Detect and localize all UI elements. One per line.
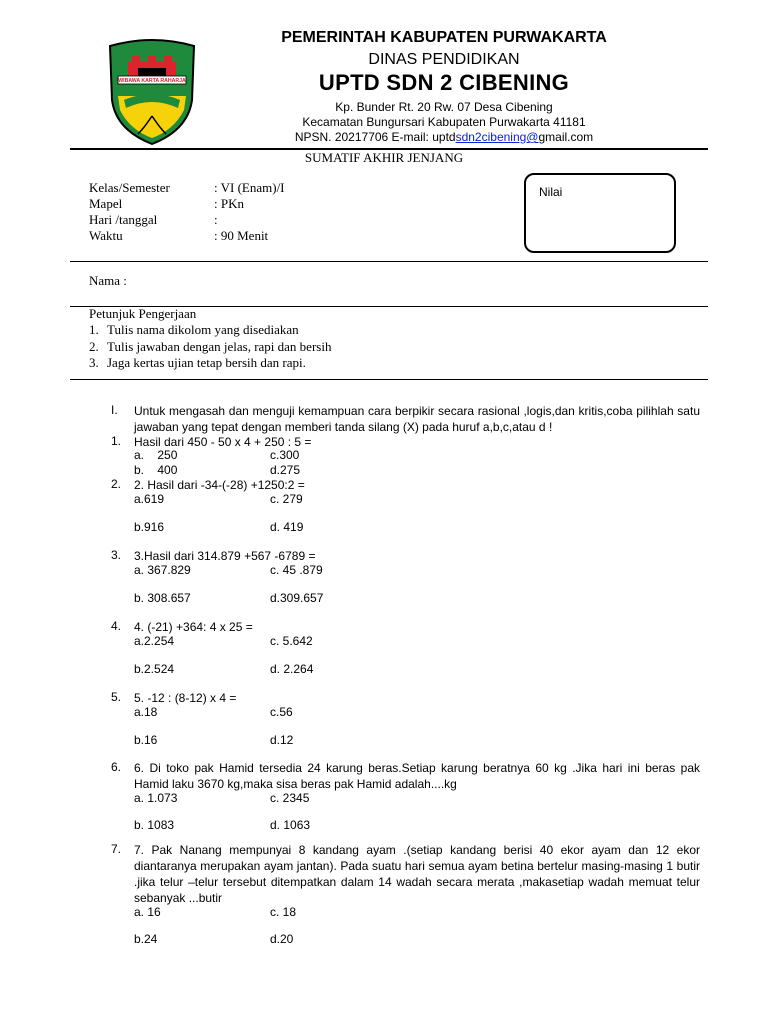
exam-title: SUMATIF AKHIR JENJANG bbox=[304, 150, 464, 165]
option-d[interactable]: d. 2.264 bbox=[270, 662, 314, 676]
option-c[interactable]: c.56 bbox=[270, 705, 293, 719]
instruction-item: 2. Tulis jawaban dengan jelas, rapi dan bersih bbox=[89, 339, 332, 354]
instruction-item: 3. Jaga kertas ujian tetap bersih dan rapi. bbox=[89, 355, 306, 370]
regency-crest-logo bbox=[104, 38, 200, 146]
option-d[interactable]: d.275 bbox=[270, 463, 301, 477]
option-b[interactable]: b. 400 bbox=[134, 463, 178, 477]
option-d[interactable]: d.309.657 bbox=[270, 591, 324, 605]
option-b[interactable]: b.24 bbox=[134, 932, 158, 946]
option-a[interactable]: a.18 bbox=[134, 705, 158, 719]
question-text: 5. -12 : (8-12) x 4 = bbox=[134, 691, 237, 705]
option-c[interactable]: c. 5.642 bbox=[270, 634, 313, 648]
question-number: 7. bbox=[111, 842, 122, 856]
question-text: Hasil dari 450 - 50 x 4 + 250 : 5 = bbox=[134, 435, 312, 449]
school-contact-line: NPSN. 20217706 E-mail: uptdsdn2cibening@gmail.com bbox=[294, 130, 594, 144]
section-number: I. bbox=[111, 403, 118, 417]
option-d[interactable]: d. 419 bbox=[270, 520, 304, 534]
school-name: UPTD SDN 2 CIBENING bbox=[318, 70, 570, 95]
school-address-line: Kp. Bunder Rt. 20 Rw. 07 Desa Cibening bbox=[335, 100, 553, 114]
question-number: 4. bbox=[111, 619, 122, 633]
option-d[interactable]: d.12 bbox=[270, 733, 294, 747]
info-divider bbox=[70, 261, 708, 262]
option-a[interactable]: a. 16 bbox=[134, 905, 161, 919]
department-header-line: DINAS PENDIDIKAN bbox=[368, 51, 520, 68]
option-a[interactable]: a. 250 bbox=[134, 448, 178, 462]
option-b[interactable]: b.916 bbox=[134, 520, 165, 534]
option-c[interactable]: c. 279 bbox=[270, 492, 303, 506]
option-b[interactable]: b.2.524 bbox=[134, 662, 175, 676]
svg-text:WIBAWA KARTA RAHARJA: WIBAWA KARTA RAHARJA bbox=[118, 78, 186, 85]
option-d[interactable]: d. 1063 bbox=[270, 818, 311, 832]
question-number: 2. bbox=[111, 477, 122, 491]
option-b[interactable]: b.16 bbox=[134, 733, 158, 747]
gov-header-line: PEMERINTAH KABUPATEN PURWAKARTA bbox=[281, 29, 607, 46]
option-d[interactable]: d.20 bbox=[270, 932, 294, 946]
question-number: 5. bbox=[111, 690, 122, 704]
score-box[interactable] bbox=[524, 173, 676, 253]
option-a[interactable]: a. 367.829 bbox=[134, 563, 191, 577]
option-c[interactable]: c. 45 .879 bbox=[270, 563, 323, 577]
option-c[interactable]: c.300 bbox=[270, 448, 300, 462]
option-a[interactable]: a.619 bbox=[134, 492, 165, 506]
option-c[interactable]: c. 18 bbox=[270, 905, 297, 919]
score-label: Nilai bbox=[539, 185, 563, 199]
question-text: 6. Di toko pak Hamid tersedia 24 karung beras.Setiap karung beratnya 60 kg .Jika hari ini beras pak Hamid laku 3670 kg,maka sisa beras pak Hamid adalah....kg bbox=[134, 761, 700, 791]
question-text: 2. Hasil dari -34-(-28) +1250:2 = bbox=[134, 478, 305, 492]
option-b[interactable]: b. 308.657 bbox=[134, 591, 191, 605]
section-instruction: Untuk mengasah dan menguji kemampuan cara berpikir secara rasional ,logis,dan kritis,coba pilihlah satu jawaban yang tepat dengan memberi tanda silang (X) pada huruf a,b,c,atau d ! bbox=[134, 404, 700, 434]
option-a[interactable]: a.2.254 bbox=[134, 634, 175, 648]
option-a[interactable]: a. 1.073 bbox=[134, 791, 178, 805]
instruction-item: 1. Tulis nama dikolom yang disediakan bbox=[89, 322, 299, 337]
instructions-title: Petunjuk Pengerjaan bbox=[89, 306, 197, 321]
question-number: 1. bbox=[111, 434, 122, 448]
option-b[interactable]: b. 1083 bbox=[134, 818, 175, 832]
option-c[interactable]: c. 2345 bbox=[270, 791, 310, 805]
email-link[interactable]: sdn2cibening@ bbox=[455, 130, 539, 144]
instructions-divider bbox=[70, 379, 708, 380]
question-text: 4. (-21) +364: 4 x 25 = bbox=[134, 620, 253, 634]
question-text: 7. Pak Nanang mempunyai 8 kandang ayam .(setiap kandang berisi 40 ekor ayam dan 12 ekor diantaranya merupakan ayam jantan). Pada suatu hari semua ayam betina bertelur masing-masing 1 butir .jika telur –telur tersebut ditempatkan dalam 14 wadah secara merata ,makasetiap wadah memuat telur sebanyak ...butir bbox=[134, 843, 700, 905]
question-number: 6. bbox=[111, 760, 122, 774]
school-district-line: Kecamatan Bungursari Kabupaten Purwakarta 41181 bbox=[302, 115, 586, 129]
name-field-label: Nama : bbox=[89, 273, 127, 288]
question-number: 3. bbox=[111, 548, 122, 562]
question-text: 3.Hasil dari 314.879 +567 -6789 = bbox=[134, 549, 316, 563]
